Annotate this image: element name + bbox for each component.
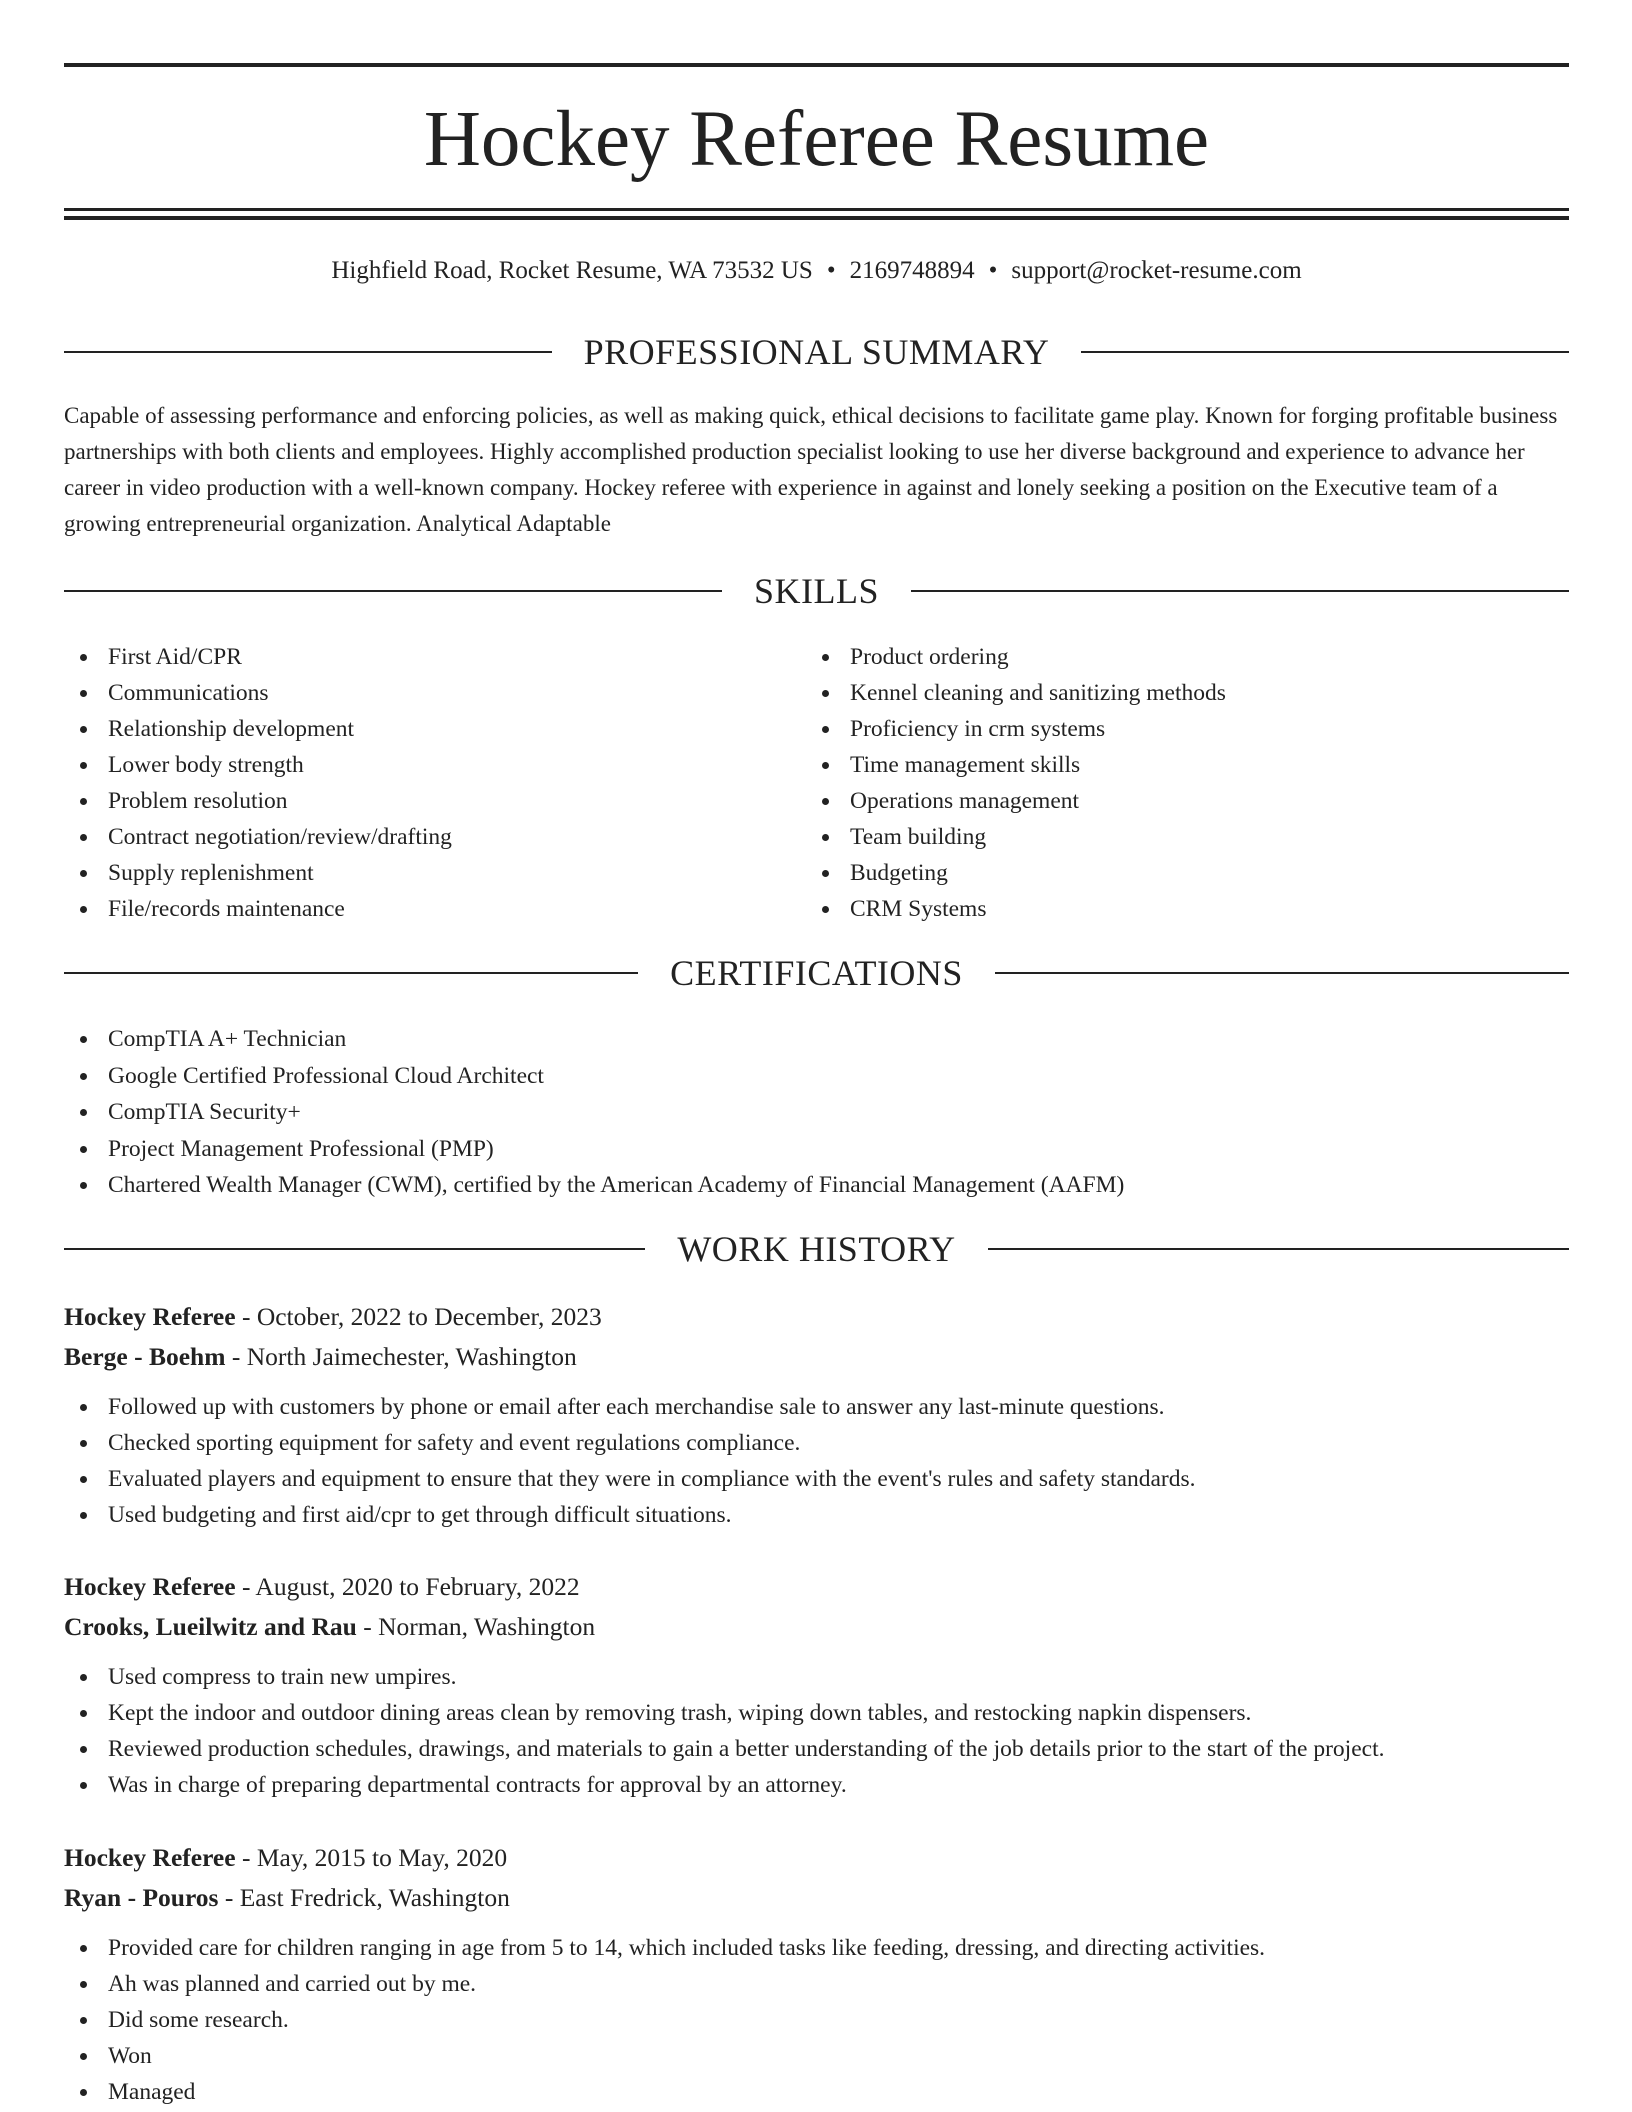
certification-item: CompTIA Security+ — [64, 1094, 1569, 1131]
job-entry — [64, 1567, 1569, 1803]
job-bullet: Used compress to train new umpires. — [64, 1659, 1569, 1695]
job-title: Hockey Referee — [64, 1302, 236, 1331]
job-title: Hockey Referee — [64, 1843, 236, 1872]
job-company: Crooks, Lueilwitz and Rau — [64, 1612, 357, 1641]
job-bullet: Followed up with customers by phone or email after each merchandise sale to answer any last-minute questions. — [64, 1389, 1569, 1425]
job-entry — [64, 1838, 1569, 2110]
job-dates: August, 2020 to February, 2022 — [255, 1572, 580, 1601]
skill-item: Kennel cleaning and sanitizing methods — [806, 675, 1566, 711]
skill-item: Product ordering — [806, 639, 1566, 675]
job-bullet: Evaluated players and equipment to ensure that they were in compliance with the event's rules and safety standards. — [64, 1461, 1569, 1497]
job-company-line — [64, 1607, 1569, 1647]
contact-email: support@rocket-resume.com — [1011, 257, 1302, 284]
job-title-line — [64, 1567, 1569, 1607]
top-rule — [64, 63, 1569, 67]
job-bullet: Used budgeting and first aid/cpr to get through difficult situations. — [64, 1497, 1569, 1533]
job-bullet: Provided care for children ranging in age from 5 to 14, which included tasks like feeding, dressing, and directing activities. — [64, 1930, 1569, 1966]
job-bullets — [64, 1930, 1569, 2110]
certification-item: CompTIA A+ Technician — [64, 1021, 1569, 1058]
skill-item: Communications — [64, 675, 804, 711]
skills-list-right — [806, 639, 1566, 927]
job-dash: - — [235, 1302, 257, 1331]
job-dash: - — [235, 1843, 257, 1872]
job-title-line — [64, 1838, 1569, 1878]
job-dates: May, 2015 to May, 2020 — [256, 1843, 508, 1872]
job-bullet: Checked sporting equipment for safety and event regulations compliance. — [64, 1425, 1569, 1461]
job-dash: - — [218, 1883, 240, 1912]
contact-line — [64, 254, 1569, 288]
section-rule-right — [995, 972, 1569, 974]
skills-list-left — [64, 639, 804, 927]
job-dash: - — [356, 1612, 379, 1641]
section-header-summary — [64, 329, 1569, 375]
section-title-certifications: CERTIFICATIONS — [670, 953, 963, 993]
job-bullet: Was in charge of preparing departmental contracts for approval by an attorney. — [64, 1767, 1569, 1803]
skill-item: Budgeting — [806, 855, 1566, 891]
skill-item: Contract negotiation/review/drafting — [64, 819, 804, 855]
summary-text: Capable of assessing performance and enforcing policies, as well as making quick, ethical decisions to facilitate game play. Known for forging profitable business partnerships with both clients and employees. Highly accomplished production specialist looking to use her diverse background and experience to advance her career in video production with a well-known company. Hockey referee with experience in against and lonely seeking a position on the Executive team of a growing entrepreneurial organization. Analytical Adaptable — [64, 403, 1558, 536]
section-header-certifications — [64, 950, 1569, 996]
section-rule-left — [64, 590, 722, 592]
contact-separator: • — [988, 257, 998, 284]
job-bullets — [64, 1659, 1569, 1803]
job-dates: October, 2022 to December, 2023 — [256, 1302, 602, 1331]
title-rule-lower — [64, 216, 1569, 220]
section-title-summary: PROFESSIONAL SUMMARY — [583, 332, 1050, 372]
skill-item: Problem resolution — [64, 783, 804, 819]
section-header-skills — [64, 568, 1569, 614]
job-bullet: Ah was planned and carried out by me. — [64, 1966, 1569, 2002]
skill-item: Lower body strength — [64, 747, 804, 783]
job-company-line — [64, 1878, 1569, 1918]
job-bullet: Reviewed production schedules, drawings, and materials to gain a better understanding of the job details prior to the start of the project. — [64, 1731, 1569, 1767]
job-bullet: Managed — [64, 2074, 1569, 2110]
job-company: Ryan - Pouros — [64, 1883, 219, 1912]
contact-address: Highfield Road, Rocket Resume, WA 73532 US — [331, 257, 813, 284]
section-title-skills: SKILLS — [754, 571, 880, 611]
section-rule-right — [988, 1248, 1569, 1250]
job-title: Hockey Referee — [64, 1572, 236, 1601]
section-rule-right — [1081, 351, 1569, 353]
certification-item: Chartered Wealth Manager (CWM), certified by the American Academy of Financial Management (AAFM) — [64, 1167, 1569, 1204]
skill-item: Team building — [806, 819, 1566, 855]
job-location: Norman, Washington — [378, 1612, 596, 1641]
certification-item: Project Management Professional (PMP) — [64, 1131, 1569, 1168]
title-rule-upper — [64, 208, 1569, 211]
skill-item: First Aid/CPR — [64, 639, 804, 675]
job-bullets — [64, 1389, 1569, 1533]
contact-phone: 2169748894 — [849, 257, 975, 284]
section-rule-left — [64, 351, 552, 353]
certifications-list — [64, 1021, 1569, 1204]
section-rule-left — [64, 1248, 645, 1250]
job-company: Berge - Boehm — [64, 1342, 226, 1371]
skill-item: Proficiency in crm systems — [806, 711, 1566, 747]
job-entry — [64, 1297, 1569, 1533]
job-bullet: Won — [64, 2038, 1569, 2074]
job-dash: - — [225, 1342, 247, 1371]
job-bullet: Kept the indoor and outdoor dining areas clean by removing trash, wiping down tables, and restocking napkin dispensers. — [64, 1695, 1569, 1731]
skill-item: Time management skills — [806, 747, 1566, 783]
contact-separator: • — [826, 257, 836, 284]
job-location: East Fredrick, Washington — [239, 1883, 510, 1912]
certification-item: Google Certified Professional Cloud Architect — [64, 1058, 1569, 1095]
skill-item: Relationship development — [64, 711, 804, 747]
skill-item: Supply replenishment — [64, 855, 804, 891]
job-dash: - — [235, 1572, 256, 1601]
job-company-line — [64, 1337, 1569, 1377]
job-bullet: Did some research. — [64, 2002, 1569, 2038]
section-title-work-history: WORK HISTORY — [677, 1229, 956, 1269]
resume-title: Hockey Referee Resume — [423, 96, 1210, 183]
section-header-work-history — [64, 1226, 1569, 1272]
job-title-line — [64, 1297, 1569, 1337]
section-rule-right — [911, 590, 1569, 592]
job-location: North Jaimechester, Washington — [246, 1342, 577, 1371]
skill-item: File/records maintenance — [64, 891, 804, 927]
skill-item: Operations management — [806, 783, 1566, 819]
section-rule-left — [64, 972, 638, 974]
skill-item: CRM Systems — [806, 891, 1566, 927]
